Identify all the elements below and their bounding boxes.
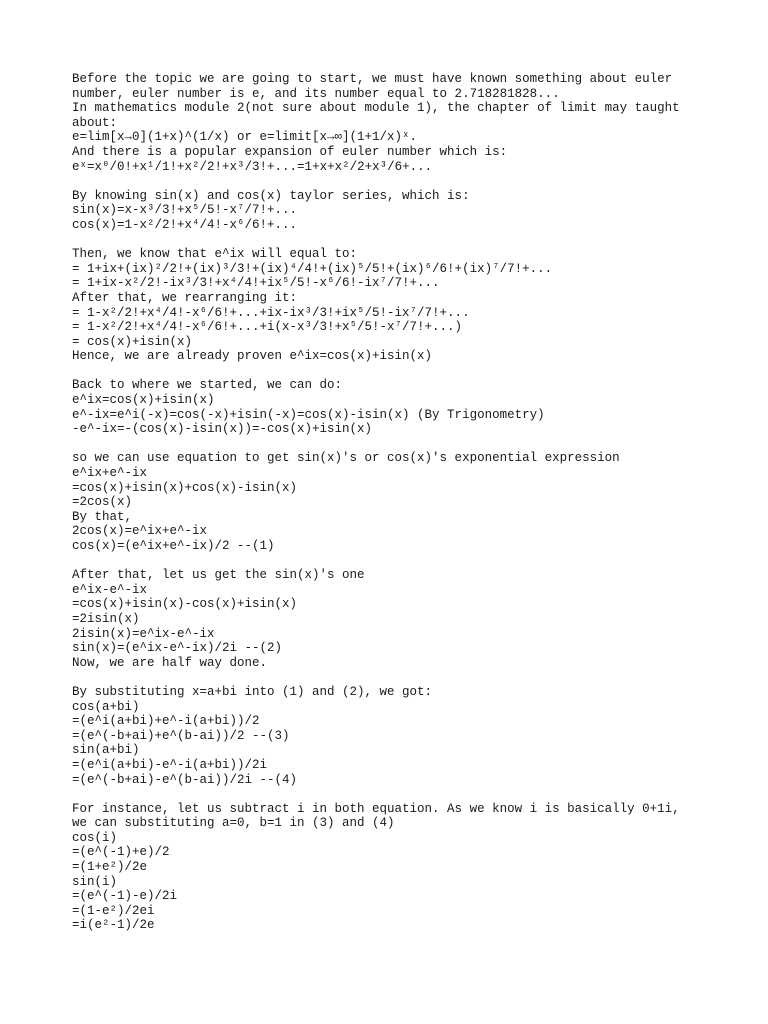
text-line: = cos(x)+isin(x) [72,334,193,349]
paragraph-gap [72,787,752,802]
text-line: e=lim[x→0](1+x)^(1/x) or e=limit[x→∞](1+1/x)ˣ. [72,130,418,145]
text-line: =(1-e²)/2ei [72,903,155,918]
text-line: = 1-x²/2!+x⁴/4!-x⁶/6!+...+i(x-x³/3!+x⁵/5!-x⁷/7!+...) [72,320,463,335]
text-line: sin(x)=(e^ix-e^-ix)/2i --(2) [72,641,283,656]
paragraph [72,568,752,670]
paragraph [72,685,752,787]
text-line: After that, we rearranging it: [72,290,298,305]
text-line: e^ix+e^-ix [72,466,148,481]
text-line: =(e^(-b+ai)+e^(b-ai))/2 --(3) [72,728,290,743]
text-line: = 1+ix-x²/2!-ix³/3!+x⁴/4!+ix⁵/5!-x⁶/6!-ix⁷/7!+... [72,276,440,291]
text-line: we can substituting a=0, b=1 in (3) and (4) [72,816,395,831]
paragraph [72,189,752,233]
text-line: Then, we know that e^ix will equal to: [72,247,358,262]
text-line: cos(x)=(e^ix+e^-ix)/2 --(1) [72,539,275,553]
text-line: 2isin(x)=e^ix-e^-ix [72,626,215,641]
text-line: number, euler number is e, and its number equal to 2.718281828... [72,86,560,101]
text-line: =cos(x)+isin(x)+cos(x)-isin(x) [72,480,298,495]
text-line: After that, let us get the sin(x)'s one [72,568,365,583]
text-line: =2isin(x) [72,611,140,626]
paragraph-gap [72,554,752,569]
paragraph-gap [72,233,752,248]
text-line: Now, we are half way done. [72,655,268,670]
text-line: 2cos(x)=e^ix+e^-ix [72,524,208,539]
text-line: =(e^(-b+ai)-e^(b-ai))/2i --(4) [72,772,298,787]
text-line: =(e^i(a+bi)-e^-i(a+bi))/2i [72,757,268,772]
text-line: In mathematics module 2(not sure about module 1), the chapter of limit may taught [72,101,680,116]
text-line: cos(i) [72,830,118,845]
text-line: about: [72,115,118,130]
text-line: cos(x)=1-x²/2!+x⁴/4!-x⁶/6!+... [72,217,298,232]
paragraph-gap [72,670,752,685]
paragraph-gap [72,174,752,189]
text-line: For instance, let us subtract i in both equation. As we know i is basically 0+1i, [72,801,680,816]
document-page [72,72,752,933]
text-line: By substituting x=a+bi into (1) and (2), we got: [72,684,433,699]
text-line: By that, [72,509,133,524]
text-line: Back to where we started, we can do: [72,378,343,393]
text-line: = 1+ix+(ix)²/2!+(ix)³/3!+(ix)⁴/4!+(ix)⁵/5!+(ix)⁶/6!+(ix)⁷/7!+... [72,261,553,276]
text-line: eˣ=x⁰/0!+x¹/1!+x²/2!+x³/3!+...=1+x+x²/2+x³/6+... [72,159,433,174]
paragraph [72,247,752,364]
text-line: sin(i) [72,874,118,889]
text-line: =2cos(x) [72,495,133,510]
paragraph [72,72,752,174]
text-line: By knowing sin(x) and cos(x) taylor series, which is: [72,188,470,203]
text-line: =(1+e²)/2e [72,860,148,875]
text-line: =cos(x)+isin(x)-cos(x)+isin(x) [72,597,298,612]
text-line: so we can use equation to get sin(x)'s or cos(x)'s exponential expression [72,451,620,466]
paragraph [72,378,752,436]
text-line: =(e^(-1)-e)/2i [72,889,178,904]
text-line: e^ix=cos(x)+isin(x) [72,393,215,408]
text-line: =(e^(-1)+e)/2 [72,845,170,860]
text-line: -e^-ix=-(cos(x)-isin(x))=-cos(x)+isin(x) [72,422,373,437]
paragraph [72,451,752,553]
paragraph [72,802,752,933]
paragraph-gap [72,364,752,379]
text-line: e^-ix=e^i(-x)=cos(-x)+isin(-x)=cos(x)-isin(x) (By Trigonometry) [72,407,545,422]
paragraph-gap [72,437,752,452]
text-line: Hence, we are already proven e^ix=cos(x)+isin(x) [72,349,433,364]
text-line: And there is a popular expansion of euler number which is: [72,144,508,159]
text-line: Before the topic we are going to start, we must have known something about euler [72,72,673,86]
text-line: = 1-x²/2!+x⁴/4!-x⁶/6!+...+ix-ix³/3!+ix⁵/5!-ix⁷/7!+... [72,305,470,320]
text-line: sin(x)=x-x³/3!+x⁵/5!-x⁷/7!+... [72,203,298,218]
text-line: sin(a+bi) [72,743,140,758]
text-line: =i(e²-1)/2e [72,918,155,933]
text-line: =(e^i(a+bi)+e^-i(a+bi))/2 [72,714,260,729]
text-line: e^ix-e^-ix [72,582,148,597]
text-line: cos(a+bi) [72,699,140,714]
